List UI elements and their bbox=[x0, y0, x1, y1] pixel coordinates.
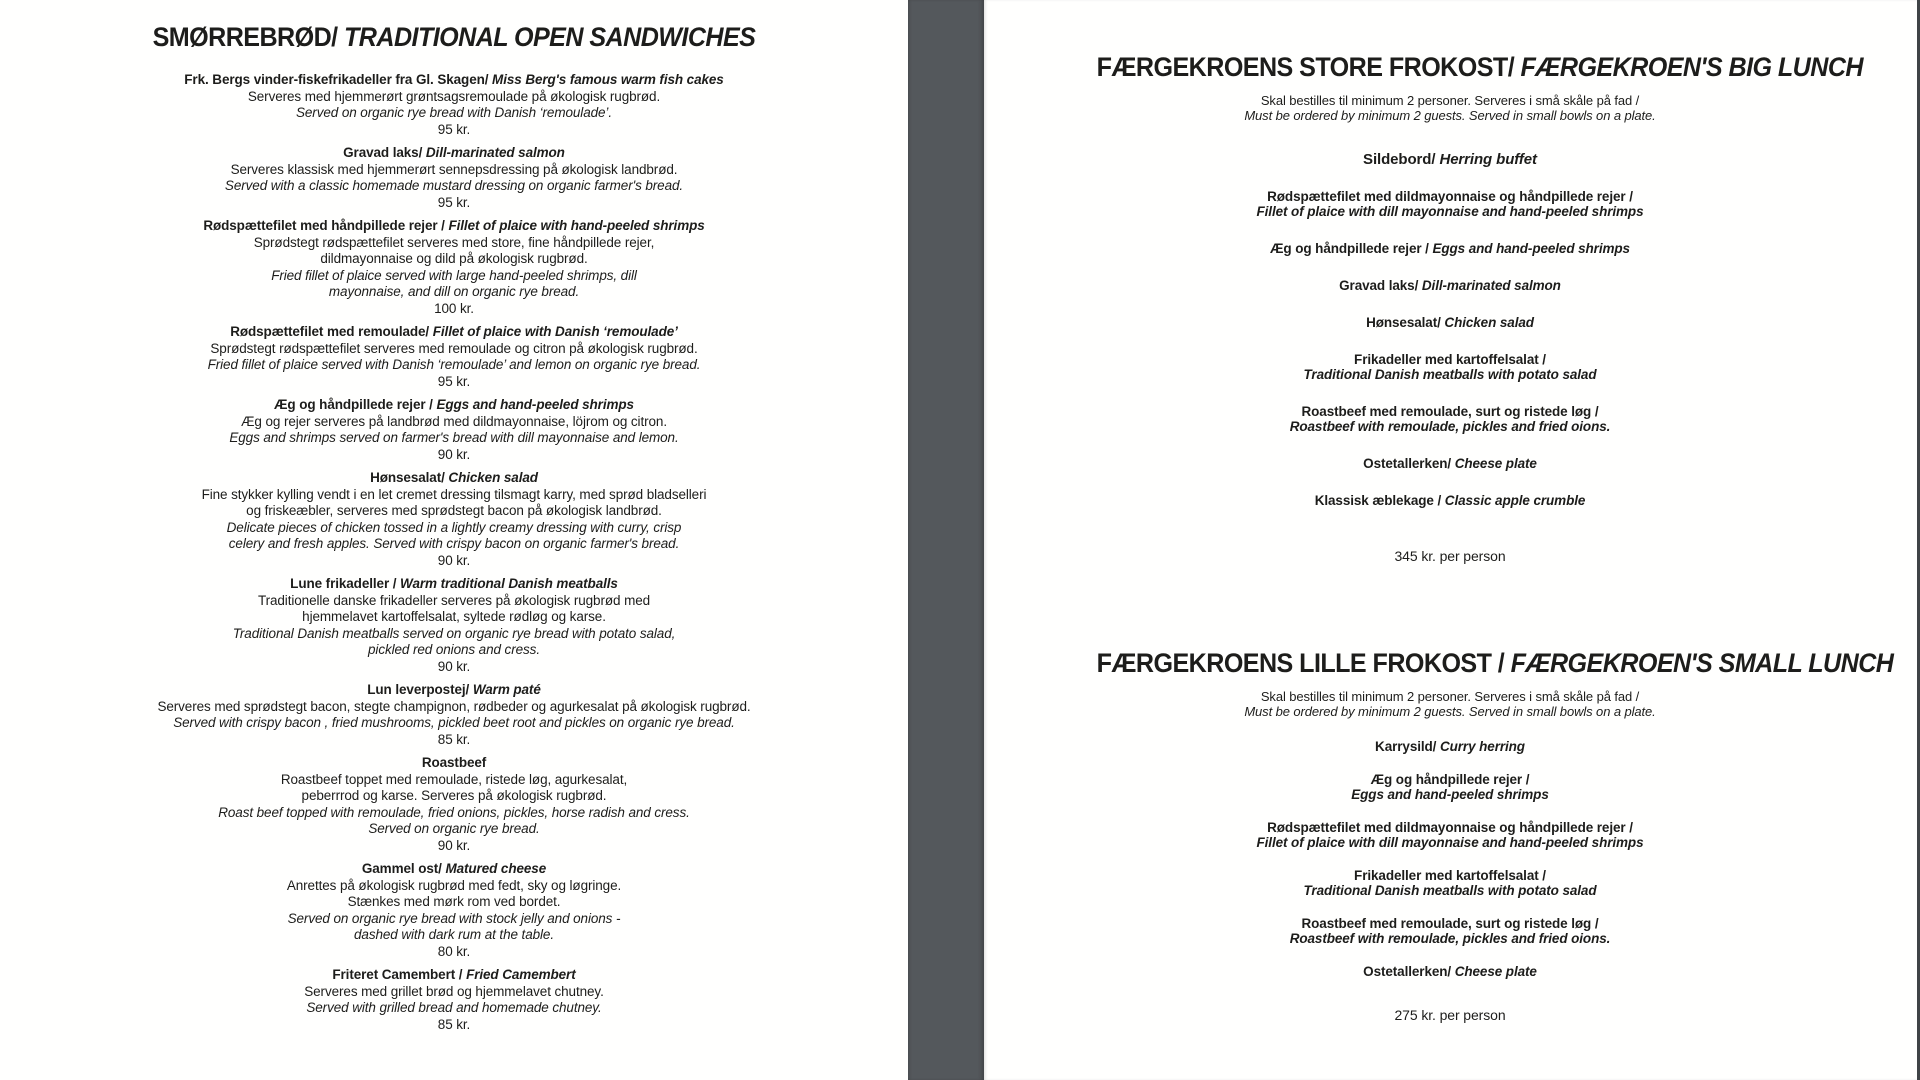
page-divider bbox=[908, 0, 984, 1080]
lunch-item-english: Cheese plate bbox=[1451, 964, 1537, 979]
lunch-item bbox=[1070, 278, 1830, 293]
lunch-item-danish: Æg og håndpillede rejer / bbox=[1370, 772, 1530, 787]
lunch-note-english: Must be ordered by minimum 2 guests. Served in small bowls on a plate. bbox=[1244, 108, 1656, 123]
menu-item bbox=[74, 755, 834, 854]
menu-item-description-danish: Æg og rejer serveres på landbrød med dildmayonnaise, löjrom og citron. bbox=[241, 413, 667, 429]
lunch-item-danish: Hønsesalat/ bbox=[1366, 315, 1441, 330]
lunch-items-list bbox=[1070, 189, 1830, 508]
menu-item-price: 95 kr. bbox=[437, 121, 471, 137]
left-page-content bbox=[74, 22, 834, 1040]
menu-item-price: 95 kr. bbox=[437, 194, 471, 210]
menu-item-price: 90 kr. bbox=[437, 446, 471, 462]
lunch-section-title-english: FÆRGEKROEN'S SMALL LUNCH bbox=[1504, 648, 1894, 678]
menu-item-description-english: Served on organic rye bread with Danish ‘remoulade’. bbox=[296, 105, 612, 120]
menu-item-name bbox=[74, 72, 834, 89]
left-page-title-english: TRADITIONAL OPEN SANDWICHES bbox=[337, 22, 756, 52]
lunch-item bbox=[1070, 404, 1830, 434]
lunch-item bbox=[1070, 493, 1830, 508]
menu-item-name-danish: Friteret Camembert / bbox=[332, 967, 463, 982]
menu-item-name bbox=[74, 861, 834, 878]
lunch-item-english: Dill-marinated salmon bbox=[1418, 278, 1561, 293]
menu-item-description-english: Traditional Danish meatballs served on organic rye bread with potato salad, bbox=[232, 625, 676, 641]
menu-item bbox=[74, 470, 834, 569]
lunch-section-title bbox=[1096, 648, 1894, 678]
menu-item-description-danish: Fine stykker kylling vendt i en let cremet dressing tilsmagt karry, med sprød bladselleri bbox=[201, 486, 707, 502]
menu-item bbox=[74, 397, 834, 463]
lunch-item-danish: Roastbeef med remoulade, surt og ristede løg / bbox=[1301, 916, 1599, 931]
menu-item-name-english: Warm traditional Danish meatballs bbox=[396, 576, 618, 591]
menu-item-name-danish: Lun leverpostej/ bbox=[367, 682, 470, 697]
menu-item bbox=[74, 576, 834, 675]
lunch-item-danish: Rødspættefilet med dildmayonnaise og håndpillede rejer / bbox=[1267, 189, 1633, 204]
menu-item-description-english: Served on organic rye bread. bbox=[368, 821, 540, 836]
lunch-sections bbox=[1070, 52, 1894, 1023]
lunch-item bbox=[1070, 352, 1830, 382]
menu-item-name-danish: Frk. Bergs vinder-fiskefrikadeller fra Gl. Skagen/ bbox=[184, 72, 489, 87]
lunch-item-danish: Frikadeller med kartoffelsalat / bbox=[1354, 352, 1546, 367]
menu-item-description-danish: Stænkes med mørk rom ved bordet. bbox=[347, 894, 561, 909]
lunch-item-english: Traditional Danish meatballs with potato salad bbox=[1303, 367, 1597, 382]
menu-item-name-english: Fried Camembert bbox=[462, 967, 576, 982]
lunch-item-danish: Frikadeller med kartoffelsalat / bbox=[1354, 868, 1546, 883]
lunch-item-english: Fillet of plaice with dill mayonnaise and hand-peeled shrimps bbox=[1256, 204, 1644, 219]
lunch-section bbox=[1070, 52, 1863, 564]
lunch-item bbox=[1070, 456, 1830, 471]
menu-item-name bbox=[74, 324, 834, 341]
lunch-section-price: 275 kr. per person bbox=[1394, 1007, 1506, 1023]
menu-item-description-danish: Roastbeef toppet med remoulade, ristede løg, agurkesalat, bbox=[280, 771, 628, 787]
menu-item-name-english: Eggs and hand-peeled shrimps bbox=[432, 397, 634, 412]
lunch-item-english: Classic apple crumble bbox=[1441, 493, 1586, 508]
menu-item-description-english: Served on organic rye bread with stock jelly and onions - bbox=[287, 910, 621, 926]
lunch-item bbox=[1070, 189, 1830, 219]
lunch-item bbox=[1070, 315, 1830, 330]
lunch-section-title-danish: FÆRGEKROENS STORE FROKOST/ bbox=[1096, 52, 1515, 82]
lunch-item-english: Cheese plate bbox=[1451, 456, 1537, 471]
lunch-section-note bbox=[1070, 93, 1830, 123]
menu-item-description-danish: dildmayonnaise og dild på økologisk rugbrød. bbox=[320, 251, 588, 266]
menu-item-name bbox=[74, 470, 834, 487]
lunch-note-danish: Skal bestilles til minimum 2 personer. Serveres i små skåle på fad / bbox=[1260, 93, 1640, 108]
lunch-items-list bbox=[1070, 739, 1830, 979]
lunch-section-note bbox=[1070, 689, 1830, 719]
menu-item-name-danish: Gammel ost/ bbox=[361, 861, 442, 876]
menu-item-description-english: Served with a classic homemade mustard dressing on organic farmer's bread. bbox=[224, 178, 684, 193]
menu-item-name-danish: Rødspættefilet med håndpillede rejer / bbox=[203, 218, 445, 233]
lunch-subheading bbox=[1070, 151, 1830, 169]
menu-item-description-danish: Serveres klassisk med hjemmerørt sennepsdressing på økologisk landbrød. bbox=[230, 161, 678, 177]
menu-item-name bbox=[74, 145, 834, 162]
lunch-item-danish: Gravad laks/ bbox=[1339, 278, 1419, 293]
menu-item-description-danish: Anrettes på økologisk rugbrød med fedt, sky og løgringe. bbox=[286, 877, 622, 893]
lunch-item bbox=[1070, 964, 1830, 979]
menu-item-description-english: Fried fillet of plaice served with Danish ‘remoulade’ and lemon on organic rye bread. bbox=[207, 357, 701, 372]
lunch-item-english: Roastbeef with remoulade, pickles and fried oions. bbox=[1289, 931, 1611, 946]
menu-item-description-english: Served with crispy bacon , fried mushrooms, pickled beet root and pickles on organic rye bread. bbox=[173, 715, 735, 730]
menu-item bbox=[74, 145, 834, 211]
menu-item-name-danish: Lune frikadeller / bbox=[290, 576, 397, 591]
menu-item-name bbox=[74, 755, 834, 772]
lunch-subheading-danish: Sildebord/ bbox=[1363, 151, 1436, 168]
menu-item-name bbox=[74, 682, 834, 699]
lunch-item-english: Curry herring bbox=[1436, 739, 1525, 754]
menu-item-name-danish: Roastbeef bbox=[421, 755, 487, 770]
menu-item-description-danish: Serveres med grillet brød og hjemmelavet chutney. bbox=[304, 983, 604, 999]
menu-item-name-english: Matured cheese bbox=[441, 861, 547, 876]
lunch-item-danish: Karrysild/ bbox=[1375, 739, 1437, 754]
menu-item-price: 90 kr. bbox=[437, 837, 471, 853]
menu-item-description-english: pickled red onions and cress. bbox=[368, 642, 540, 657]
menu-item bbox=[74, 682, 834, 748]
menu-item bbox=[74, 967, 834, 1033]
menu-item-price: 95 kr. bbox=[437, 373, 471, 389]
lunch-item bbox=[1070, 772, 1830, 802]
menu-item-description-danish: og friskeæbler, serveres med sprødstegt bacon på økologisk landbrød. bbox=[246, 503, 662, 518]
menu-item-description-danish: Traditionelle danske frikadeller serveres på økologisk rugbrød med bbox=[257, 592, 651, 608]
left-page-title-danish: SMØRREBRØD/ bbox=[152, 22, 338, 52]
lunch-item-danish: Æg og håndpillede rejer / bbox=[1270, 241, 1429, 256]
menu-item-description-english: Roast beef topped with remoulade, fried onions, pickles, horse radish and cress. bbox=[218, 804, 690, 820]
lunch-section-price: 345 kr. per person bbox=[1394, 548, 1506, 564]
menu-item-description-danish: Sprødstegt rødspættefilet serveres med store, fine håndpillede rejer, bbox=[253, 234, 655, 250]
lunch-section-title-danish: FÆRGEKROENS LILLE FROKOST / bbox=[1096, 648, 1505, 678]
menu-item-description-english: Eggs and shrimps served on farmer's bread with dill mayonnaise and lemon. bbox=[229, 430, 679, 445]
menu-item-name bbox=[74, 397, 834, 414]
menu-item-name bbox=[74, 218, 834, 235]
lunch-section-title-english: FÆRGEKROEN'S BIG LUNCH bbox=[1514, 52, 1863, 82]
menu-item bbox=[74, 218, 834, 317]
menu-item-price: 90 kr. bbox=[437, 658, 471, 674]
menu-item-description-danish: Serveres med sprødstegt bacon, stegte champignon, rødbeder og agurkesalat på økologisk rugbrød. bbox=[157, 698, 751, 714]
menu-item bbox=[74, 861, 834, 960]
menu-item-price: 90 kr. bbox=[437, 552, 471, 568]
lunch-subheading-english: Herring buffet bbox=[1435, 151, 1537, 168]
menu-item-name-danish: Æg og håndpillede rejer / bbox=[274, 397, 433, 412]
lunch-item-english: Traditional Danish meatballs with potato salad bbox=[1303, 883, 1597, 898]
menu-item-name-english: Chicken salad bbox=[444, 470, 538, 485]
lunch-section bbox=[1070, 648, 1894, 1023]
menu-item-price: 85 kr. bbox=[437, 731, 471, 747]
lunch-item bbox=[1070, 820, 1830, 850]
lunch-item-english: Fillet of plaice with dill mayonnaise and hand-peeled shrimps bbox=[1256, 835, 1644, 850]
left-page-title bbox=[101, 22, 808, 52]
menu-item-description-english: celery and fresh apples. Served with crispy bacon on organic farmer's bread. bbox=[228, 536, 680, 551]
menu-item-description-danish: Serveres med hjemmerørt grøntsagsremoulade på økologisk rugbrød. bbox=[247, 88, 661, 104]
open-sandwiches-list bbox=[74, 72, 834, 1033]
lunch-item-danish: Klassisk æblekage / bbox=[1314, 493, 1442, 508]
menu-item-description-english: Delicate pieces of chicken tossed in a lightly creamy dressing with curry, crisp bbox=[226, 519, 682, 535]
menu-item-description-danish: peberrrod og karse. Serveres på økologisk rugbrød. bbox=[301, 788, 607, 803]
lunch-item bbox=[1070, 739, 1830, 754]
menu-item-description-danish: hjemmelavet kartoffelsalat, syltede rødløg og karse. bbox=[302, 609, 606, 624]
menu-item-name bbox=[74, 576, 834, 593]
menu-item-description-english: Served with grilled bread and homemade chutney. bbox=[306, 1000, 602, 1015]
lunch-item-english: Roastbeef with remoulade, pickles and fried oions. bbox=[1289, 419, 1611, 434]
menu-item-name bbox=[74, 967, 834, 984]
lunch-section-title bbox=[1096, 52, 1863, 82]
menu-item-name-english: Miss Berg's famous warm fish cakes bbox=[488, 72, 724, 87]
menu-page-left bbox=[0, 0, 908, 1080]
menu-item-description-english: dashed with dark rum at the table. bbox=[354, 927, 554, 942]
menu-item bbox=[74, 324, 834, 390]
menu-item-price: 100 kr. bbox=[434, 300, 474, 316]
lunch-item-danish: Ostetallerken/ bbox=[1363, 964, 1452, 979]
menu-item-description-danish: Sprødstegt rødspættefilet serveres med remoulade og citron på økologisk rugbrød. bbox=[210, 340, 698, 356]
lunch-item-danish: Rødspættefilet med dildmayonnaise og håndpillede rejer / bbox=[1267, 820, 1633, 835]
lunch-note-english: Must be ordered by minimum 2 guests. Served in small bowls on a plate. bbox=[1244, 704, 1656, 719]
lunch-item-english: Chicken salad bbox=[1440, 315, 1534, 330]
lunch-item bbox=[1070, 916, 1830, 946]
menu-item-name-danish: Rødspættefilet med remoulade/ bbox=[230, 324, 430, 339]
lunch-item-english: Eggs and hand-peeled shrimps bbox=[1351, 787, 1549, 802]
menu-item-description-english: mayonnaise, and dill on organic rye bread. bbox=[328, 284, 580, 299]
menu-item-name-english: Dill-marinated salmon bbox=[422, 145, 565, 160]
menu-item-name-english: Fillet of plaice with Danish ‘remoulade’ bbox=[429, 324, 678, 339]
lunch-item-danish: Roastbeef med remoulade, surt og ristede løg / bbox=[1301, 404, 1599, 419]
menu-item-name-danish: Hønsesalat/ bbox=[370, 470, 445, 485]
menu-item-name-danish: Gravad laks/ bbox=[343, 145, 423, 160]
menu-page-right bbox=[984, 0, 1918, 1080]
menu-item-name-english: Fillet of plaice with hand-peeled shrimps bbox=[444, 218, 705, 233]
lunch-note-danish: Skal bestilles til minimum 2 personer. Serveres i små skåle på fad / bbox=[1260, 689, 1640, 704]
menu-item-price: 80 kr. bbox=[437, 943, 471, 959]
lunch-item bbox=[1070, 241, 1830, 256]
lunch-item-danish: Ostetallerken/ bbox=[1363, 456, 1452, 471]
lunch-item bbox=[1070, 868, 1830, 898]
menu-item bbox=[74, 72, 834, 138]
menu-item-price: 85 kr. bbox=[437, 1016, 471, 1032]
lunch-item-english: Eggs and hand-peeled shrimps bbox=[1428, 241, 1630, 256]
menu-item-name-english: Warm paté bbox=[469, 682, 541, 697]
menu-item-description-english: Fried fillet of plaice served with large hand-peeled shrimps, dill bbox=[271, 267, 637, 283]
